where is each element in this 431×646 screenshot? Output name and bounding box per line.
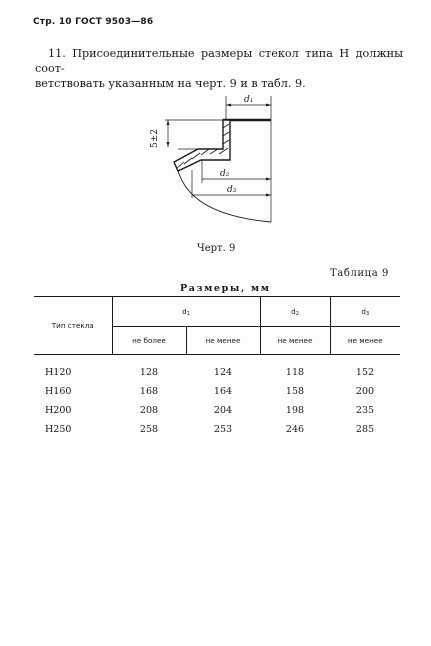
cell-d1-min: 124: [213, 367, 233, 378]
header-d2-sub: 2: [295, 310, 299, 317]
cell-d2: 198: [285, 405, 305, 416]
cell-d1-max: 168: [139, 386, 159, 397]
dim-label-d1: d₁: [244, 95, 254, 105]
header-d2: [260, 297, 330, 327]
header-d1: [112, 297, 260, 327]
header-d3-letter: d: [361, 306, 366, 316]
table-row: [34, 420, 400, 439]
cell-d3: 285: [355, 424, 375, 435]
cell-d2: 118: [285, 367, 305, 378]
cell-d1-min: 164: [213, 386, 233, 397]
cell-d1-min: 253: [213, 424, 233, 435]
arrow-d3: [266, 194, 271, 197]
subheader-d1-max: не более: [112, 327, 186, 355]
cell-type: Н120: [45, 367, 72, 378]
cell-d1-max: 128: [139, 367, 159, 378]
drawing-figure-9: [130, 88, 290, 233]
cell-type: Н250: [45, 424, 72, 435]
header-d1-letter: d: [182, 306, 187, 316]
arrow-d1-right: [266, 104, 271, 107]
arrow-d1-left: [226, 104, 231, 107]
subheader-d3-min: не менее: [330, 327, 400, 355]
cell-d1-max: 258: [139, 424, 159, 435]
arrow-vertical-bottom: [167, 142, 170, 147]
header-type: Тип стекла: [34, 297, 112, 355]
table-row: [34, 401, 400, 420]
table-row: [34, 355, 400, 383]
cell-d2: 158: [285, 386, 305, 397]
cell-d1-min: 204: [213, 405, 233, 416]
cell-d3: 235: [355, 405, 375, 416]
paragraph-line-1: 11. Присоединительные размеры стекол типа Н должны соот-: [35, 47, 403, 75]
cell-d3: 152: [355, 367, 375, 378]
table-label: Таблица 9: [330, 268, 390, 279]
cell-type: Н160: [45, 386, 72, 397]
cell-type: Н200: [45, 405, 72, 416]
dim-label-d2: d₂: [220, 169, 230, 179]
dim-label-d3: d₃: [227, 185, 237, 195]
dim-label-vertical: 5±2: [150, 129, 160, 148]
arrow-d2: [266, 178, 271, 181]
cell-d1-max: 208: [139, 405, 159, 416]
header-d3: [330, 297, 400, 327]
cell-d2: 246: [285, 424, 305, 435]
arrow-vertical-top: [167, 120, 170, 125]
table-caption: Размеры, мм: [180, 283, 271, 294]
subheader-d1-min: не менее: [186, 327, 260, 355]
paragraph-line-2: ветствовать указанным на черт. 9 и в табл. 9.: [35, 77, 306, 90]
subheader-d2-min: не менее: [260, 327, 330, 355]
figure-caption: Черт. 9: [197, 243, 236, 254]
dimensions-table: [34, 296, 400, 439]
header-d1-sub: 1: [186, 310, 190, 317]
table-row: [34, 382, 400, 401]
paragraph-11: [35, 46, 403, 91]
page-header: Стр. 10 ГОСТ 9503—86: [33, 17, 154, 27]
header-d3-sub: 3: [365, 310, 370, 317]
header-d2-letter: d: [291, 306, 296, 316]
cell-d3: 200: [355, 386, 375, 397]
